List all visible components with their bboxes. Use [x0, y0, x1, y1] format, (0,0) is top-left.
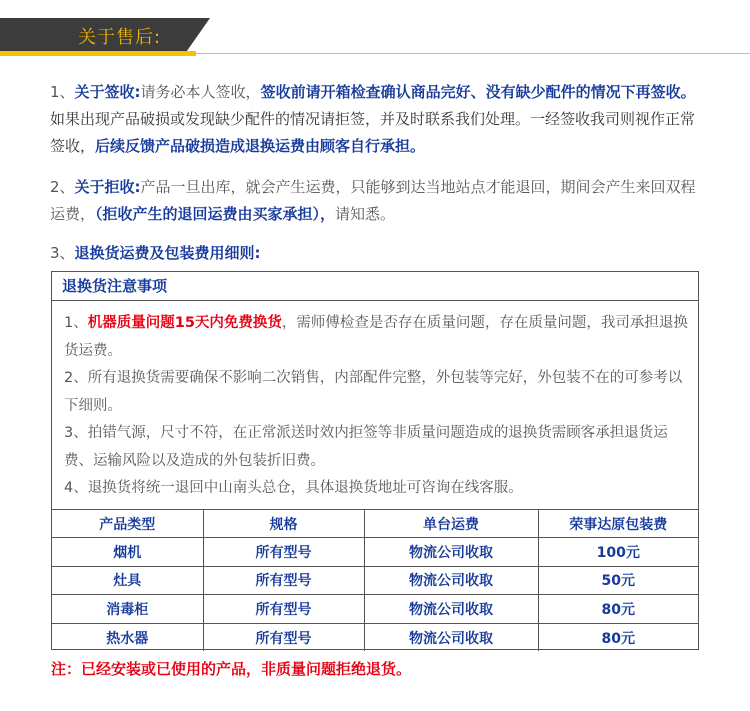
table-cell: 物流公司收取 — [364, 595, 538, 623]
section-label: 退换货运费及包装费用细则: — [74, 244, 261, 262]
section-highlight: 签收前请开箱检查确认商品完好、没有缺少配件的情况下再签收。 — [260, 83, 696, 101]
table-row — [52, 595, 698, 623]
section-number: 3、 — [50, 244, 75, 262]
table-cell: 80元 — [538, 595, 698, 623]
table-cell: 所有型号 — [203, 566, 364, 594]
table-cell: 所有型号 — [203, 623, 364, 651]
notice-item: 4、退换货将统一退回中山南头总仓，具体退换货地址可咨询在线客服。 — [64, 480, 523, 496]
notice-item: 2、所有退换货需要确保不影响二次销售，内部配件完整，外包装等完好，外包装不在的可参考以下细则。 — [64, 370, 683, 414]
section-text: 产品一旦出库，就会产生运费，只能够到达当地站点才能退回，期间会产生来回双程运费， — [50, 178, 696, 223]
notice-title: 退换货注意事项 — [52, 272, 698, 301]
table-cell: 80元 — [538, 623, 698, 651]
notice-box — [51, 271, 699, 650]
table-row — [52, 566, 698, 594]
table-cell: 物流公司收取 — [364, 623, 538, 651]
section-highlight: 后续反馈产品破损造成退换运费由顾客自行承担。 — [95, 137, 426, 155]
table-row — [52, 623, 698, 651]
table-header-cell: 荣事达原包装费 — [538, 510, 698, 538]
table-header-cell: 规格 — [203, 510, 364, 538]
banner-divider — [196, 53, 750, 54]
section-number: 2、 — [50, 178, 75, 196]
banner-title: 关于售后: — [78, 27, 162, 48]
item-number: 1、 — [64, 315, 88, 331]
banner-yellow-stripe — [0, 51, 196, 56]
section-text: 请知悉。 — [335, 205, 396, 223]
table-row — [52, 538, 698, 566]
section-label: 关于拒收: — [74, 178, 141, 196]
section-label: 关于签收: — [74, 83, 141, 101]
section-number: 1、 — [50, 83, 75, 101]
table-header-row — [52, 510, 698, 538]
section-highlight: （拒收产生的退回运费由买家承担）， — [95, 205, 336, 223]
table-cell: 烟机 — [52, 538, 203, 566]
table-cell: 所有型号 — [203, 595, 364, 623]
notice-body — [64, 310, 689, 503]
section-rejection — [50, 174, 705, 228]
table-cell: 100元 — [538, 538, 698, 566]
table-header-cell: 单台运费 — [364, 510, 538, 538]
notice-text: ，需师傅检查是否存在质量问题，存在质量问题，我司承担退换货运费。 — [64, 315, 688, 359]
table-cell: 消毒柜 — [52, 595, 203, 623]
section-text: 如果出现产品破损或发现缺少配件的情况请拒签，并及时联系我们处理。一经签收我司则视作正常签收， — [50, 110, 696, 155]
table-cell: 热水器 — [52, 623, 203, 651]
table-cell: 物流公司收取 — [364, 538, 538, 566]
fee-table — [52, 509, 698, 651]
section-signing — [50, 79, 705, 160]
footer-note: 注：已经安装或已使用的产品，非质量问题拒绝退货。 — [51, 660, 412, 678]
section-text: 请务必本人签收， — [140, 83, 261, 101]
notice-item — [64, 310, 689, 365]
table-cell: 所有型号 — [203, 538, 364, 566]
table-header-cell: 产品类型 — [52, 510, 203, 538]
section-banner — [0, 18, 750, 58]
notice-highlight: 机器质量问题15天内免费换货 — [87, 315, 282, 331]
notice-item: 3、拍错气源，尺寸不符，在正常派送时效内拒签等非质量问题造成的退换货需顾客承担退货运费、运输风险以及造成的外包装折旧费。 — [64, 425, 668, 469]
table-cell: 物流公司收取 — [364, 566, 538, 594]
table-cell: 灶具 — [52, 566, 203, 594]
section-fees-heading — [50, 240, 705, 267]
table-cell: 50元 — [538, 566, 698, 594]
